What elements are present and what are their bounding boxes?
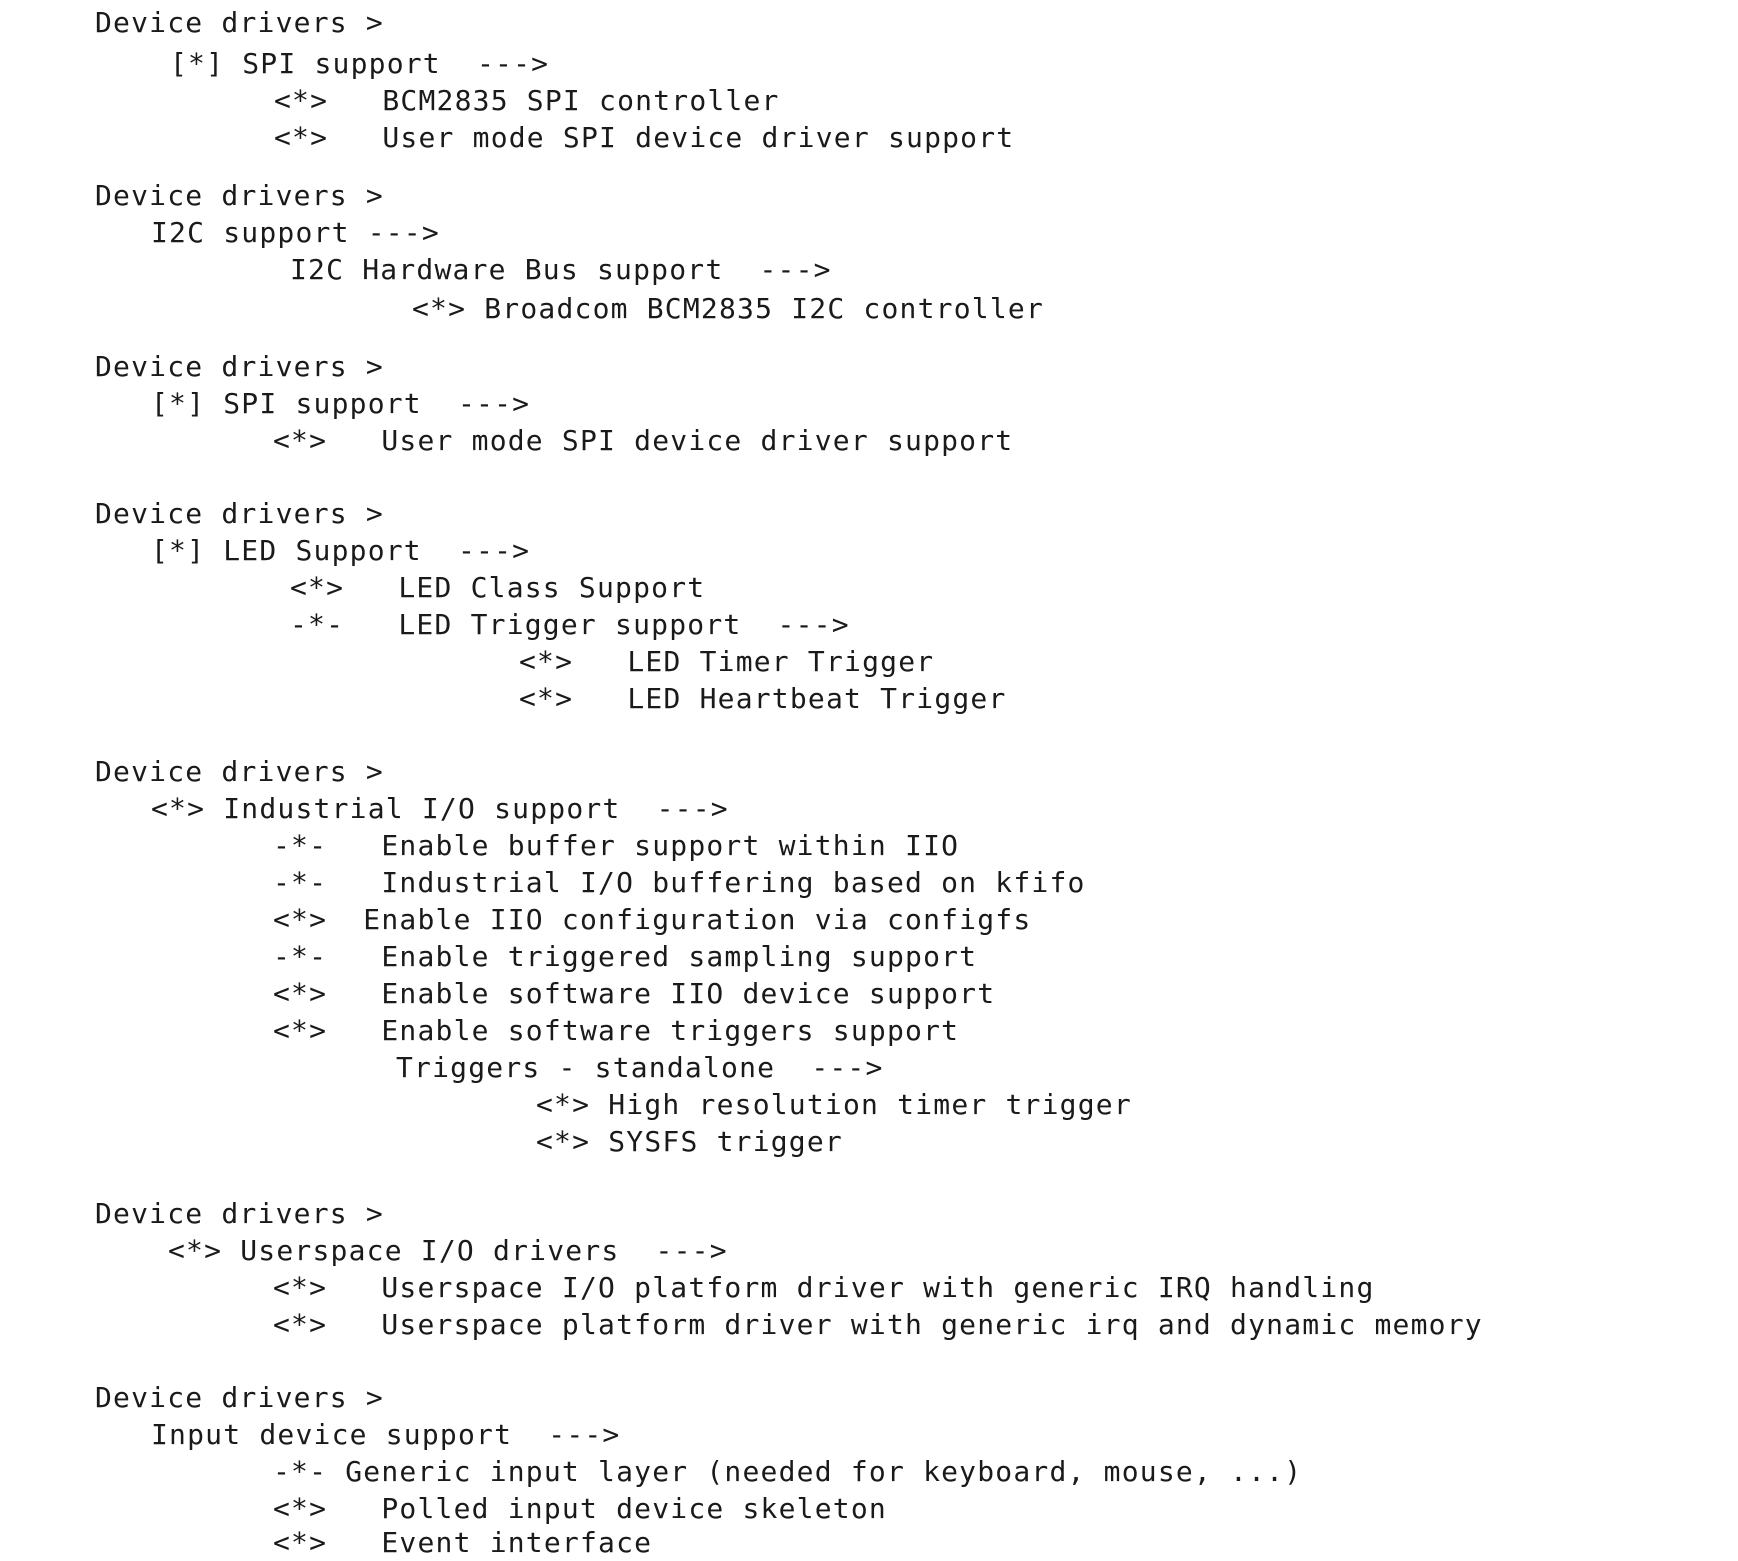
- config-option: I2C support --->: [151, 216, 440, 249]
- config-option: -*- Industrial I/O buffering based on kfifo: [273, 866, 1086, 899]
- section-header: Device drivers >: [95, 350, 384, 383]
- section-header: Device drivers >: [95, 755, 384, 788]
- config-option: <*> LED Timer Trigger: [519, 645, 935, 678]
- config-option: I2C Hardware Bus support --->: [290, 253, 832, 286]
- config-option: <*> User mode SPI device driver support: [274, 121, 1015, 154]
- config-option: <*> Userspace I/O platform driver with generic IRQ handling: [273, 1271, 1375, 1304]
- config-option: <*> LED Class Support: [290, 571, 706, 604]
- config-option: -*- Enable buffer support within IIO: [273, 829, 960, 862]
- config-option: <*> Enable IIO configuration via configfs: [273, 903, 1032, 936]
- config-option: <*> Enable software triggers support: [273, 1014, 960, 1047]
- config-option: <*> High resolution timer trigger: [536, 1088, 1132, 1121]
- config-option: -*- Enable triggered sampling support: [273, 940, 978, 973]
- config-option: <*> SYSFS trigger: [536, 1125, 843, 1158]
- config-option: <*> Polled input device skeleton: [273, 1492, 887, 1525]
- config-option: -*- LED Trigger support --->: [290, 608, 850, 641]
- config-option: [*] SPI support --->: [170, 47, 550, 80]
- config-option: <*> Event interface: [273, 1526, 653, 1559]
- config-option: <*> User mode SPI device driver support: [273, 424, 1014, 457]
- config-option: Input device support --->: [151, 1418, 621, 1451]
- section-header: Device drivers >: [95, 6, 384, 39]
- config-option: <*> Userspace I/O drivers --->: [168, 1234, 728, 1267]
- section-header: Device drivers >: [95, 1381, 384, 1414]
- section-header: Device drivers >: [95, 179, 384, 212]
- config-option: <*> Broadcom BCM2835 I2C controller: [412, 292, 1045, 325]
- config-option: <*> Industrial I/O support --->: [151, 792, 729, 825]
- config-option: [*] LED Support --->: [151, 534, 531, 567]
- section-header: Device drivers >: [95, 1197, 384, 1230]
- config-option: [*] SPI support --->: [151, 387, 531, 420]
- config-option: <*> BCM2835 SPI controller: [274, 84, 780, 117]
- config-option: <*> Userspace platform driver with generic irq and dynamic memory: [273, 1308, 1483, 1341]
- config-option: <*> LED Heartbeat Trigger: [519, 682, 1007, 715]
- section-header: Device drivers >: [95, 497, 384, 530]
- config-option: Triggers - standalone --->: [396, 1051, 884, 1084]
- config-option: <*> Enable software IIO device support: [273, 977, 996, 1010]
- config-option: -*- Generic input layer (needed for keyboard, mouse, ...): [273, 1455, 1303, 1488]
